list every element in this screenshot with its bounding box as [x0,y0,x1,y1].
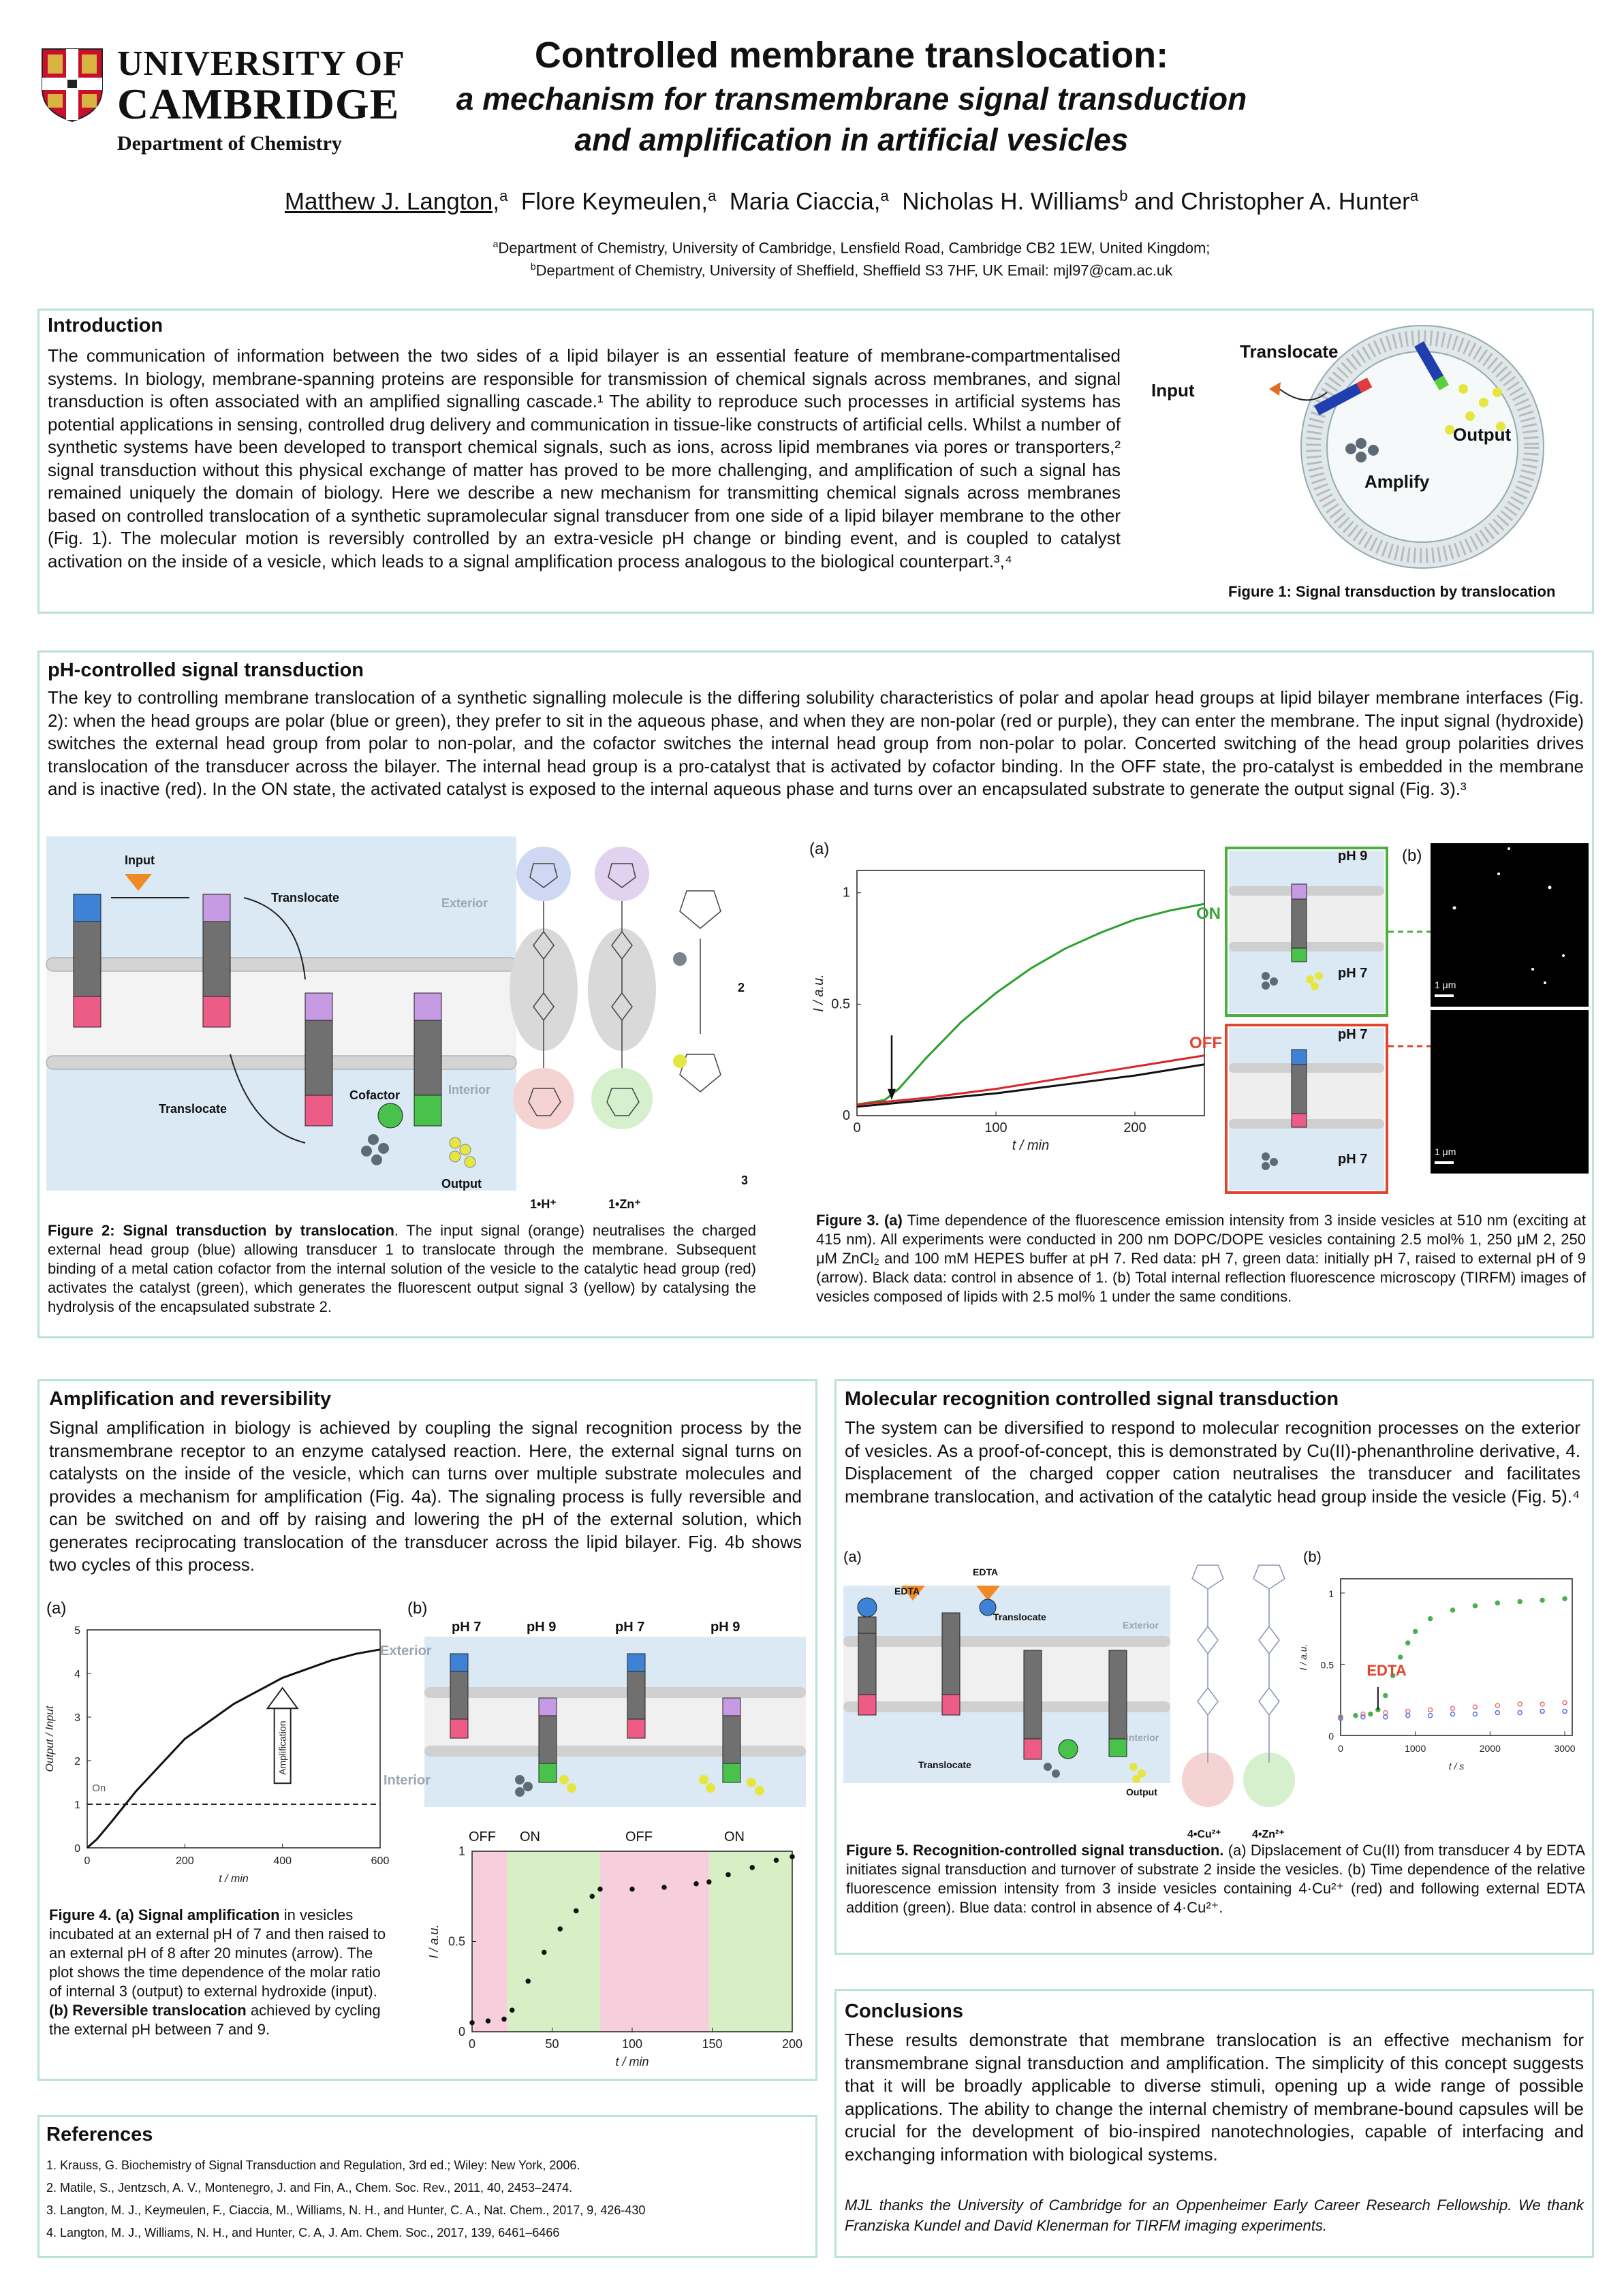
figure1-translocate-label: Translocate [1240,341,1339,362]
y-tick-label: 4 [74,1669,80,1680]
figure5a-output-label: Output [1126,1787,1157,1797]
series-point-2 [1451,1712,1455,1716]
x-tick-label: 200 [1123,1120,1146,1135]
figure4b-chart [424,1844,813,2073]
series-point-2 [1495,1711,1499,1715]
amplification-arrow-head [268,1688,298,1708]
x-tick-label: 0 [84,1855,91,1867]
edta-annotation: EDTA [1367,1662,1407,1680]
author-1: Matthew J. Langton, [284,188,500,215]
series-point-0 [1414,1629,1418,1633]
series-point-1 [1428,1708,1433,1712]
amplification-title: Amplification and reversibility [49,1388,332,1410]
y-tick-label: 0 [842,1108,850,1123]
figure5a-translocate-label-2: Translocate [918,1759,971,1770]
introduction-title: Introduction [48,315,163,336]
reference-item: 2. Matile, S., Jentzsch, A. V., Montenegro, J. and Fin, A., Chem. Soc. Rev., 2011, 40, 2453–2474. [46,2181,573,2195]
series-point-0 [574,1908,578,1913]
author-3: Maria Ciaccia, [729,188,881,215]
y-tick-label: 1 [1328,1588,1334,1599]
x-tick-label: 1000 [1405,1743,1426,1754]
figure5a-panel-label: (a) [843,1548,862,1565]
figure2-compound-1zn-label: 1•Zn⁺ [608,1197,641,1211]
x-tick-label: 400 [273,1855,292,1867]
figure2-caption: Figure 2: Signal transduction by translocation. The input signal (orange) neutralises the charged external head group (blue) allowing transducer 1 to translocate through the membrane. Subsequent binding of a metal cation cofactor from the internal solution of the vesicle to the catalytic head group (red) activates the catalyst (green), which generates the fluorescent output signal 3 (yellow) by catalysing the hydrolysis of the encapsulated substrate 2. [48,1222,757,1315]
series-point-0 [662,1885,666,1889]
figure2-output-label: Output [441,1177,482,1191]
figure5a-edta-label-1: EDTA [894,1586,920,1597]
figure5a-edta-label-2: EDTA [973,1567,999,1577]
figure4b-state-on-1: ON [520,1829,540,1844]
x-tick-label: 600 [371,1855,390,1867]
series-point-2 [1428,1714,1433,1718]
amplification-label: Amplification [277,1720,288,1775]
y-tick-label: 3 [74,1712,80,1724]
university-line1: UNIVERSITY OF [117,44,405,83]
y-axis-label: Output / Input [44,1705,56,1772]
y-tick-label: 1 [842,885,850,900]
figure4b-state-off-2: OFF [625,1829,653,1844]
y-tick-label: 1 [74,1799,80,1811]
chart-band [709,1851,792,2032]
author-5: and Christopher A. Hunter [1134,188,1410,215]
ph-signal-panel [37,650,1594,1338]
acknowledgements-text: MJL thanks the University of Cambridge for an Oppenheimer Early Career Research Fellowship. We thank Franziska Kundel and David Klenerman for TIRFM imaging experiments. [845,2197,1584,2234]
series-point-2 [1384,1715,1388,1719]
figure5a-compound-cu-label: 4•Cu²⁺ [1187,1829,1221,1840]
series-point-0 [590,1894,594,1898]
figure3-on-state-diagram [1225,847,1388,1017]
figure1-output-label: Output [1453,424,1512,445]
poster-subtitle-1: a mechanism for transmembrane signal transduction [456,81,1247,116]
figure4b-membrane-diagram [424,1616,806,1821]
figure4a-chart [46,1616,401,1902]
series-point-0 [470,2021,474,2025]
figure3-ph7-label-a: pH 7 [1338,966,1368,981]
reference-list [46,2154,809,2244]
series-point-1 [1406,1709,1410,1713]
y-tick-label: 2 [74,1756,80,1767]
x-tick-label: 50 [545,2037,559,2051]
series-point-0 [1495,1601,1499,1605]
series-point-0 [1428,1617,1433,1621]
figure4b-interior-label: Interior [384,1773,431,1788]
references-panel [37,2115,817,2258]
chart-band [472,1851,507,2032]
cambridge-shield-icon [41,48,104,123]
series-point-2 [1540,1709,1544,1713]
figure1-input-label: Input [1151,380,1195,400]
molecular-recognition-title: Molecular recognition controlled signal transduction [845,1388,1339,1410]
figure5a-membrane-diagram [843,1565,1170,1783]
x-axis-label: t / min [1012,1138,1050,1153]
x-axis-label: t / s [1448,1761,1465,1772]
reference-item: 1. Krauss, G. Biochemistry of Signal Transduction and Regulation, 3rd ed.; Wiley: New York, 2006. [46,2158,580,2172]
series-point-0 [1473,1604,1477,1608]
x-axis-label: t / min [615,2055,649,2069]
figure2-compound-3-label: 3 [741,1174,749,1187]
x-tick-label: 100 [621,2037,643,2051]
series-point-0 [694,1882,698,1886]
series-point-0 [775,1858,779,1862]
series-line-0 [857,904,1204,1105]
x-tick-label: 100 [984,1120,1008,1135]
figure3a-panel-label: (a) [809,840,830,858]
chart-band [600,1851,709,2032]
ph-signal-title: pH-controlled signal transduction [48,659,364,681]
poster-subtitle-2: and amplification in artificial vesicles [574,122,1129,157]
figure3b-scale-bar-off: 1 μm [1435,1146,1456,1157]
figure4b-ph-label-3: pH 7 [615,1620,645,1635]
figure3-ph7-label-b: pH 7 [1338,1027,1368,1042]
figure3-ph7-label-c: pH 7 [1338,1152,1368,1167]
poster-title: Controlled membrane translocation: [534,35,1169,76]
figure4b-state-on-2: ON [724,1829,745,1844]
y-tick-label: 0 [74,1843,80,1855]
figure5a-interior-label: Interior [1126,1732,1159,1743]
series-point-0 [1518,1599,1522,1603]
x-axis-label: t / min [219,1873,249,1885]
figure5b-panel-label: (b) [1303,1548,1322,1565]
figure3-off-label: OFF [1189,1034,1222,1052]
author-list: Matthew J. Langton,$^a$ Flore Keymeulen,$^a$ Maria Ciaccia,$^a$ Nicholas H. Williams$^b$ and Christopher A. Hunter$^a$ [284,187,1419,215]
series-line-1 [857,1056,1204,1105]
figure5a-molecule-structures [1177,1552,1300,1824]
series-line-0 [87,1650,380,1848]
chart-frame [87,1630,380,1848]
figure2-input-label: Input [125,853,155,867]
university-line2: CAMBRIDGE [117,80,400,128]
figure3b-panel-label: (b) [1402,847,1422,865]
y-axis-label: I / a.u. [427,1924,441,1959]
reference-item: 4. Langton, M. J., Williams, N. H., and Hunter, C. A, J. Am. Chem. Soc., 2017, 139, 6461–6466 [46,2226,560,2239]
chart-frame [1341,1579,1572,1735]
figure2-molecule-structures [503,836,748,1191]
figure4b-exterior-label: Exterior [380,1644,432,1658]
references-title: References [46,2124,153,2145]
figure5b-chart [1300,1565,1586,1783]
figure2-exterior-label: Exterior [441,896,488,910]
series-point-0 [630,1887,634,1891]
figure4b-ph-label-2: pH 9 [527,1620,557,1635]
figure1-amplify-label: Amplify [1364,471,1430,492]
x-tick-label: 0 [468,2037,476,2051]
y-tick-label: 0.5 [448,1934,465,1949]
series-point-0 [510,2008,514,2012]
molecular-recognition-panel [834,1379,1594,1955]
figure2-cofactor-label: Cofactor [349,1088,401,1102]
reference-item: 3. Langton, M. J., Keymeulen, F., Ciaccia, M., Williams, N. H., and Hunter, C. A., Nat. Chem., 2017, 9, 426-430 [46,2203,646,2217]
conclusions-text: These results demonstrate that membrane translocation is an effective mechanism for transmembrane signal transduction and amplification. The simplicity of this concept suggests that it will be broadly applicable to diverse stimuli, opening up a wide range of possible applications. The ability to change the internal chemistry of membrane-bound capsules will be crucial for the development of bio-inspired nanotechnologies, capable of interfacing and exchanging information with biological systems. [845,2030,1584,2165]
amplification-panel [37,1379,817,2081]
series-point-0 [526,1979,530,1983]
department-name: Department of Chemistry [117,132,342,155]
affiliation-b: $^b$Department of Chemistry, University of Sheffield, Sheffield S3 7HF, UK Email: mjl97@cam.ac.uk [530,261,1173,279]
figure1-caption: Figure 1: Signal transduction by translocation [1228,583,1556,600]
x-tick-label: 150 [702,2037,723,2051]
figure2-membrane-diagram [46,836,516,1191]
chart-frame [857,870,1204,1116]
series-point-0 [726,1872,730,1876]
x-tick-label: 200 [175,1855,194,1867]
figure1-vesicle-diagram [1157,314,1565,580]
series-point-0 [1406,1641,1410,1645]
series-point-1 [1384,1711,1388,1715]
x-tick-label: 3000 [1554,1743,1576,1754]
series-point-0 [1369,1712,1373,1716]
series-point-0 [1540,1598,1544,1602]
y-tick-label: 5 [74,1625,80,1637]
y-tick-label: 0.5 [831,996,850,1012]
series-point-2 [1361,1715,1365,1719]
x-tick-label: 0 [853,1120,861,1135]
series-point-0 [542,1950,546,1954]
figure3-ph9-label: pH 9 [1338,849,1368,864]
figure4a-panel-label: (a) [46,1599,67,1618]
series-point-1 [1540,1702,1544,1706]
figure4-caption: Figure 4. (a) Signal amplification in vesicles incubated at an external pH of 7 and then raised to an external pH of 8 after 20 minutes (arrow). The plot shows the time dependence of the molar ratio of internal 3 (output) to external hydroxide (input). (b) Reversible translocation achieved by cycling the external pH between 7 and 9. [49,1906,386,2038]
amplification-text: Signal amplification in biology is achieved by coupling the signal recognition process by the transmembrane receptor to an enzyme catalysed reaction. Here, the external signal turns on catalysts on the inside of the vesicle, which can turns over multiple substrate molecules and provides a mechanism for amplification (Fig. 4a). The signaling process is fully reversible and can be switched on and off by raising and lowering the pH of the external solution, which generates reciprocating translocation of the transducer across the lipid bilayer. Fig. 4b shows two cycles of this process. [49,1417,802,1575]
figure5a-translocate-label-1: Translocate [993,1611,1046,1622]
ph-signal-text: The key to controlling membrane translocation of a synthetic signalling molecule is the differing solubility characteristics of polar and apolar head groups at lipid bilayer membrane interfaces (Fig. 2): when the head groups are polar (blue or green), they prefer to sit in the aqueous phase, and when they are non-polar (red or purple), they can enter the membrane. The input signal (hydroxide) switches the external head group from polar to non-polar, and the cofactor switches the internal head group from non-polar to polar. Concerted switching of the head group polarities drives translocation of the transducer across the bilayer. The internal head group is a pro-catalyst that is activated by cofactor binding. In the OFF state, the pro-catalyst is embedded in the membrane and is inactive (red). In the ON state, the activated catalyst is exposed to the internal aqueous phase and turns over an encapsulated substrate to generate the output signal (Fig. 3).³ [48,687,1584,799]
conclusions-title: Conclusions [845,2000,964,2022]
series-point-0 [598,1887,602,1891]
series-point-1 [1518,1702,1522,1706]
figure2-compound-1h-label: 1•H⁺ [530,1197,557,1211]
affiliation-a: $^a$Department of Chemistry, University of Cambridge, Lensfield Road, Cambridge CB2 1EW, United Kingdom; [493,238,1211,257]
series-point-0 [1451,1608,1455,1612]
figure3-caption: Figure 3. (a) Time dependence of the fluorescence emission intensity from 3 inside vesicles at 510 nm (exciting at 415 nm). All experiments were conducted in 200 nm DOPC/DOPE vesicles containing 2.5 mol% 1, 250 μM 2, 250 μM ZnCl₂ and 100 mM HEPES buffer at pH 7. Red data: pH 7, green data: initially pH 7, raised to external pH of 9 (arrow). Black data: control in absence of 1. (b) Total internal reflection fluorescence microscopy (TIRFM) images of vesicles composed of lipids with 2.5 mol% 1 under the same conditions. [816,1212,1586,1305]
figure5a-compound-zn-label: 4•Zn²⁺ [1252,1829,1285,1840]
y-axis-label: I / a.u. [811,974,826,1012]
author-4: Nicholas H. Williams [902,188,1120,215]
y-tick-label: 0.5 [1320,1659,1334,1671]
series-point-1 [1473,1705,1477,1709]
series-point-1 [1495,1703,1499,1708]
arrow-head [888,1089,896,1100]
figure2-interior-label: Interior [448,1083,491,1097]
molecular-recognition-text: The system can be diversified to respond to molecular recognition processes on the exterior of vesicles. As a proof-of-concept, this is demonstrated by Cu(II)-phenanthroline derivative, 4. Displacement of the charged copper cation neutralises the transducer and facilitates membrane translocation, and activation of the catalytic head group inside the vesicle (Fig. 5).⁴ [845,1417,1580,1507]
series-point-2 [1406,1714,1410,1718]
on-annotation: On [92,1782,106,1794]
figure3b-scale-bar-on: 1 μm [1435,979,1456,990]
series-point-2 [1518,1711,1522,1715]
figure4b-panel-label: (b) [407,1599,428,1618]
series-point-0 [1399,1655,1403,1659]
figure3-on-label: ON [1196,905,1221,923]
conclusions-panel [834,1989,1594,2258]
series-point-0 [486,2019,490,2023]
introduction-panel [37,309,1594,614]
amplification-arrow [268,1688,298,1783]
figure3b-tirfm-image-off [1431,1010,1589,1174]
series-point-1 [1563,1701,1567,1705]
y-tick-label: 0 [1328,1731,1334,1742]
series-point-0 [558,1927,562,1931]
x-tick-label: 0 [1338,1743,1343,1754]
series-point-0 [1354,1714,1358,1718]
figure4b-ph-label-4: pH 9 [710,1620,740,1635]
series-point-0 [1384,1693,1388,1697]
y-tick-label: 1 [458,1844,465,1858]
figure3a-chart [806,857,1228,1170]
figure4b-state-off-1: OFF [469,1829,496,1844]
series-point-2 [1563,1709,1567,1713]
figure4b-ph-label-1: pH 7 [452,1620,482,1635]
figure2-translocate-label-2: Translocate [159,1102,228,1116]
introduction-text: The communication of information between the two sides of a lipid bilayer is an essential feature of membrane-compartmentalised systems. In biology, membrane-spanning proteins are responsible for transmission of chemical signals across membranes, and signal transduction is often associated with an amplified signalling cascade.¹ The ability to reproduce such processes in artificial systems has potential applications in sensing, controlled drug delivery and communication in tissue-like constructs of artificial cells. Whilst a number of synthetic systems have been developed to transport chemical signals, such as ions, across lipid membranes via pores or transporters,² signal transduction without this physical exchange of matter has proved to be more challenging, and amplification of such a signal has remained uniquely the domain of biology. Here we describe a new mechanism for transmitting chemical signals across membranes based on controlled translocation of a synthetic supramolecular signal transducer from one side of a lipid bilayer membrane to the other (Fig. 1). The molecular motion is reversibly controlled by an extra-vesicle pH change or binding event, and is coupled to catalyst activation on the inside of a vesicle, which leads to a signal amplification process analogous to the biological counterpart.³,⁴ [48,345,1121,571]
figure2-translocate-label-1: Translocate [271,891,340,905]
series-point-0 [502,2017,506,2021]
author-2: Flore Keymeulen, [520,188,708,215]
figure3b-tirfm-image-on [1431,843,1589,1007]
series-point-0 [750,1866,754,1870]
figure3-off-state-diagram [1225,1024,1388,1194]
x-tick-label: 200 [781,2037,803,2051]
series-point-0 [707,1880,711,1884]
series-point-0 [1563,1597,1567,1601]
series-point-1 [1451,1706,1455,1710]
y-axis-label: I / a.u. [1298,1644,1309,1671]
figure5a-exterior-label: Exterior [1123,1620,1159,1631]
series-point-0 [790,1855,794,1859]
x-tick-label: 2000 [1479,1743,1501,1754]
y-tick-label: 0 [458,2025,465,2039]
series-point-2 [1473,1712,1477,1716]
figure5-caption: Figure 5. Recognition-controlled signal transduction. (a) Dipslacement of Cu(II) from transducer 4 by EDTA initiates signal transduction and turnover of substrate 2 inside the vesicles. (b) Time dependence of the relative fluorescence emission intensity from 3 inside vesicles containing 4·Cu²⁺ (red) and following external EDTA addition (green). Blue data: control in absence of 4·Cu²⁺. [846,1842,1586,1916]
figure2-compound-2-label: 2 [738,981,745,994]
chart-band [507,1851,600,2032]
